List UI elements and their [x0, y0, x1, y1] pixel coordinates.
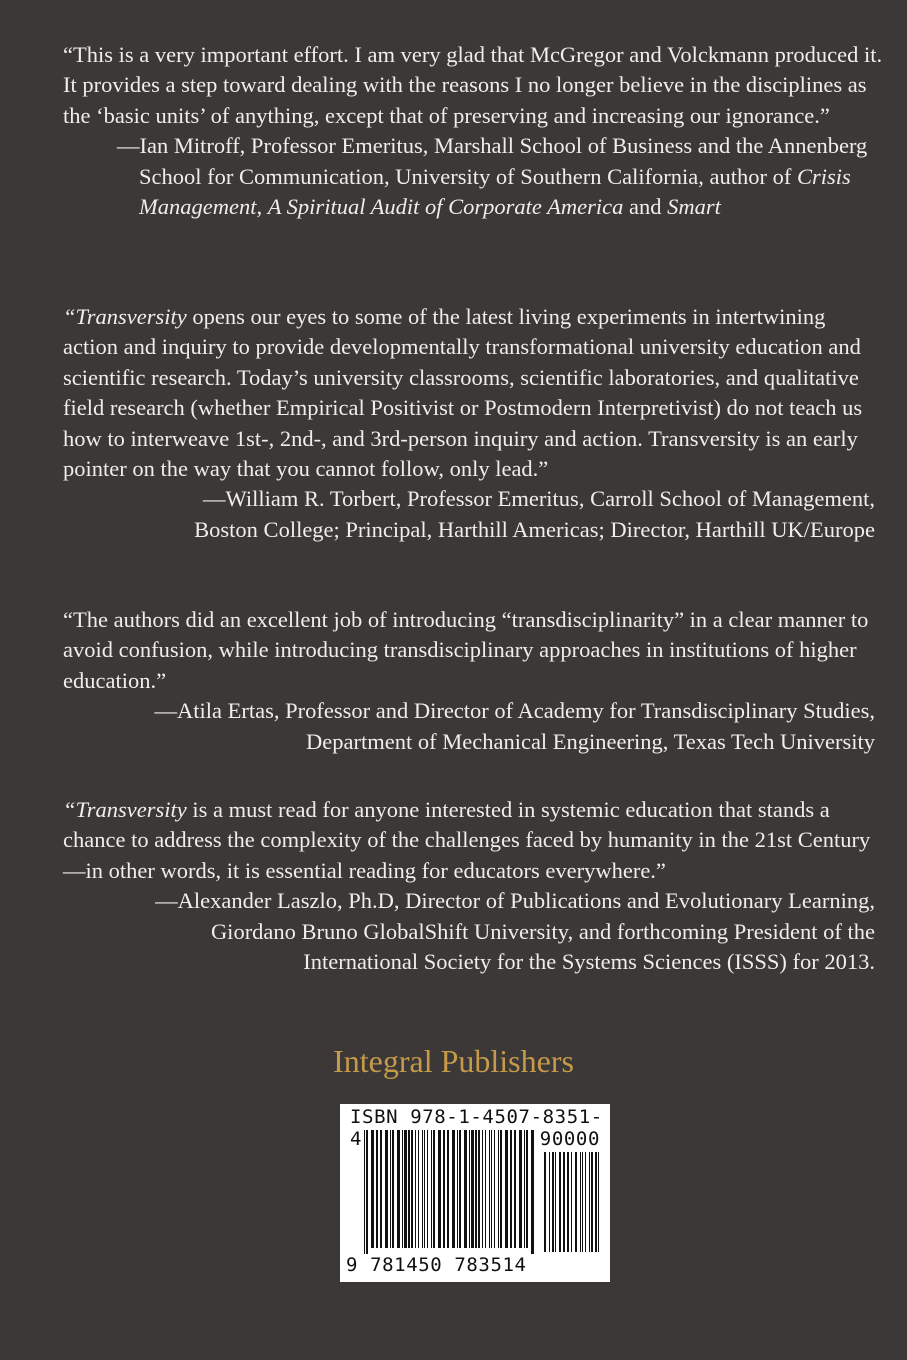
blurb-attribution: —Alexander Laszlo, Ph.D, Director of Publications and Evolutionary Learning, Giordano Bruno GlobalShift University, and forthcoming President of the International Society for the Systems Sciences (ISSS) for 2013. — [155, 888, 875, 975]
barcode-bar — [595, 1152, 597, 1252]
book-title: A Spiritual Audit of Corporate America — [267, 194, 624, 220]
book-title: Smart — [667, 194, 721, 220]
book-title: “Transversity — [63, 797, 187, 822]
barcode-bar — [559, 1152, 561, 1252]
blurb-quote: “Transversity is a must read for anyone interested in systemic education that stands a chance to address the complexity of the challenges faced by humanity in the 21st Century—in other words, it is essential reading for educators everywhere.” — [63, 797, 871, 883]
barcode-bar — [591, 1152, 593, 1252]
blurb-attribution: —Atila Ertas, Professor and Director of Academy for Transdisciplinary Studies, Department of Mechanical Engineering, Texas Tech University — [154, 698, 875, 754]
barcode-bar — [555, 1152, 556, 1252]
ean-digits: 9 781450 783514 — [346, 1254, 527, 1276]
publisher-name: Integral Publishers — [333, 1043, 574, 1079]
book-title: Crisis Management — [139, 163, 851, 220]
blurb-attribution: —William R. Torbert, Professor Emeritus, Carroll School of Management, Boston College; Principal, Harthill Americas; Director, Harthill UK/Europe — [194, 486, 875, 542]
blurb-ertas — [63, 605, 883, 757]
blurb-mitroff — [63, 40, 883, 222]
blurb-torbert — [63, 302, 883, 545]
barcode-bar — [589, 1152, 590, 1252]
blurb-quote: “Transversity opens our eyes to some of the latest living experiments in intertwining action and inquiry to provide developmentally transformational university education and scientific research. Today’s university classrooms, scientific laboratories, and qualitative field research (whether Empirical Positivist or Postmodern Interpretivist) do not teach us how to interweave 1st-, 2nd-, and 3rd-person inquiry and action. Transversity is an early pointer on the way that you cannot follow, only lead.” — [63, 304, 863, 482]
barcode-bar — [585, 1152, 586, 1252]
isbn-label: ISBN 978-1-4507-8351-4 — [350, 1106, 603, 1150]
blurb-laszlo — [63, 795, 883, 977]
barcode-bar — [563, 1152, 565, 1252]
barcode-bar — [544, 1152, 546, 1252]
barcode-bar — [549, 1152, 550, 1252]
addon-digits: 90000 — [539, 1128, 600, 1150]
isbn-barcode — [340, 1104, 610, 1282]
barcode-bar — [580, 1152, 581, 1252]
barcode-bar — [598, 1152, 599, 1252]
barcode-bar — [567, 1152, 569, 1252]
blurb-quote: “The authors did an excellent job of introducing “transdisciplinarity” in a clear manner to avoid confusion, while introducing transdisciplinary approaches in institutions of higher education.” — [63, 607, 869, 693]
blurb-quote: “This is a very important effort. I am very glad that McGregor and Volckmann produced it. It provides a step toward dealing with the reasons I no longer believe in the disciplines as the ‘basic units’ of anything, except that of preserving and increasing our ignorance.” — [63, 42, 883, 128]
barcode-bar — [582, 1152, 583, 1252]
blurb-attribution: —Ian Mitroff, Professor Emeritus, Marshall School of Business and the Annenberg School for Communication, University of Southern California, author of Crisis Management, A Spiritual Audit of Corporate America and Smart — [117, 133, 868, 220]
barcode-bar — [575, 1152, 577, 1252]
barcode-bar — [571, 1152, 572, 1252]
barcode-bar — [552, 1152, 554, 1252]
book-title: “Transversity — [63, 304, 187, 329]
